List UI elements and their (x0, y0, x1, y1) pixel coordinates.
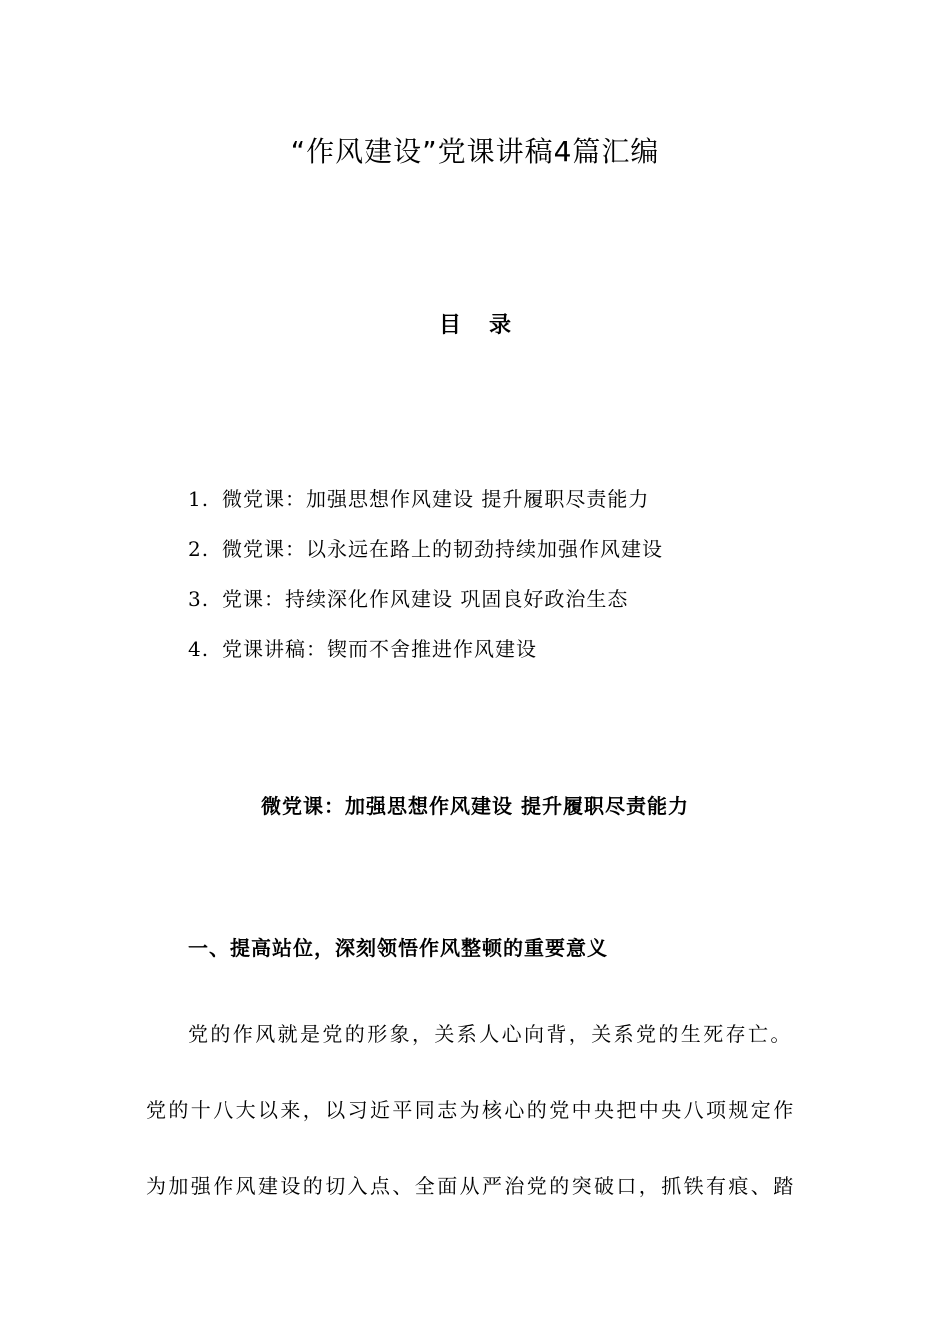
subsection-heading: 一、提高站位，深刻领悟作风整顿的重要意义 (188, 936, 608, 960)
section-title: 微党课：加强思想作风建设 提升履职尽责能力 (261, 794, 689, 818)
body-paragraph-line: 党的十八大以来，以习近平同志为核心的党中央把中央八项规定作 (146, 1098, 796, 1122)
body-paragraph-line: 党的作风就是党的形象，关系人心向背，关系党的生死存亡。 (188, 1022, 793, 1046)
document-title: “作风建设”党课讲稿4篇汇编 (290, 135, 660, 168)
toc-item-number: 2. (188, 537, 210, 561)
toc-item-text: 微党课：以永远在路上的韧劲持续加强作风建设 (222, 537, 663, 561)
toc-item-text: 微党课：加强思想作风建设 提升履职尽责能力 (222, 487, 650, 511)
toc-item (188, 634, 828, 684)
toc-item-number: 4. (188, 637, 210, 661)
toc-item-number: 1. (188, 487, 210, 511)
toc-item-number: 3. (188, 587, 210, 611)
toc-heading: 目录 (438, 313, 539, 338)
table-of-contents (188, 484, 828, 684)
body-paragraph-line: 为加强作风建设的切入点、全面从严治党的突破口，抓铁有痕、踏 (146, 1174, 796, 1198)
toc-item (188, 584, 828, 634)
toc-item (188, 484, 828, 534)
toc-item (188, 534, 828, 584)
toc-item-text: 党课讲稿：锲而不舍推进作风建设 (222, 637, 537, 661)
toc-item-text: 党课：持续深化作风建设 巩固良好政治生态 (222, 587, 629, 611)
